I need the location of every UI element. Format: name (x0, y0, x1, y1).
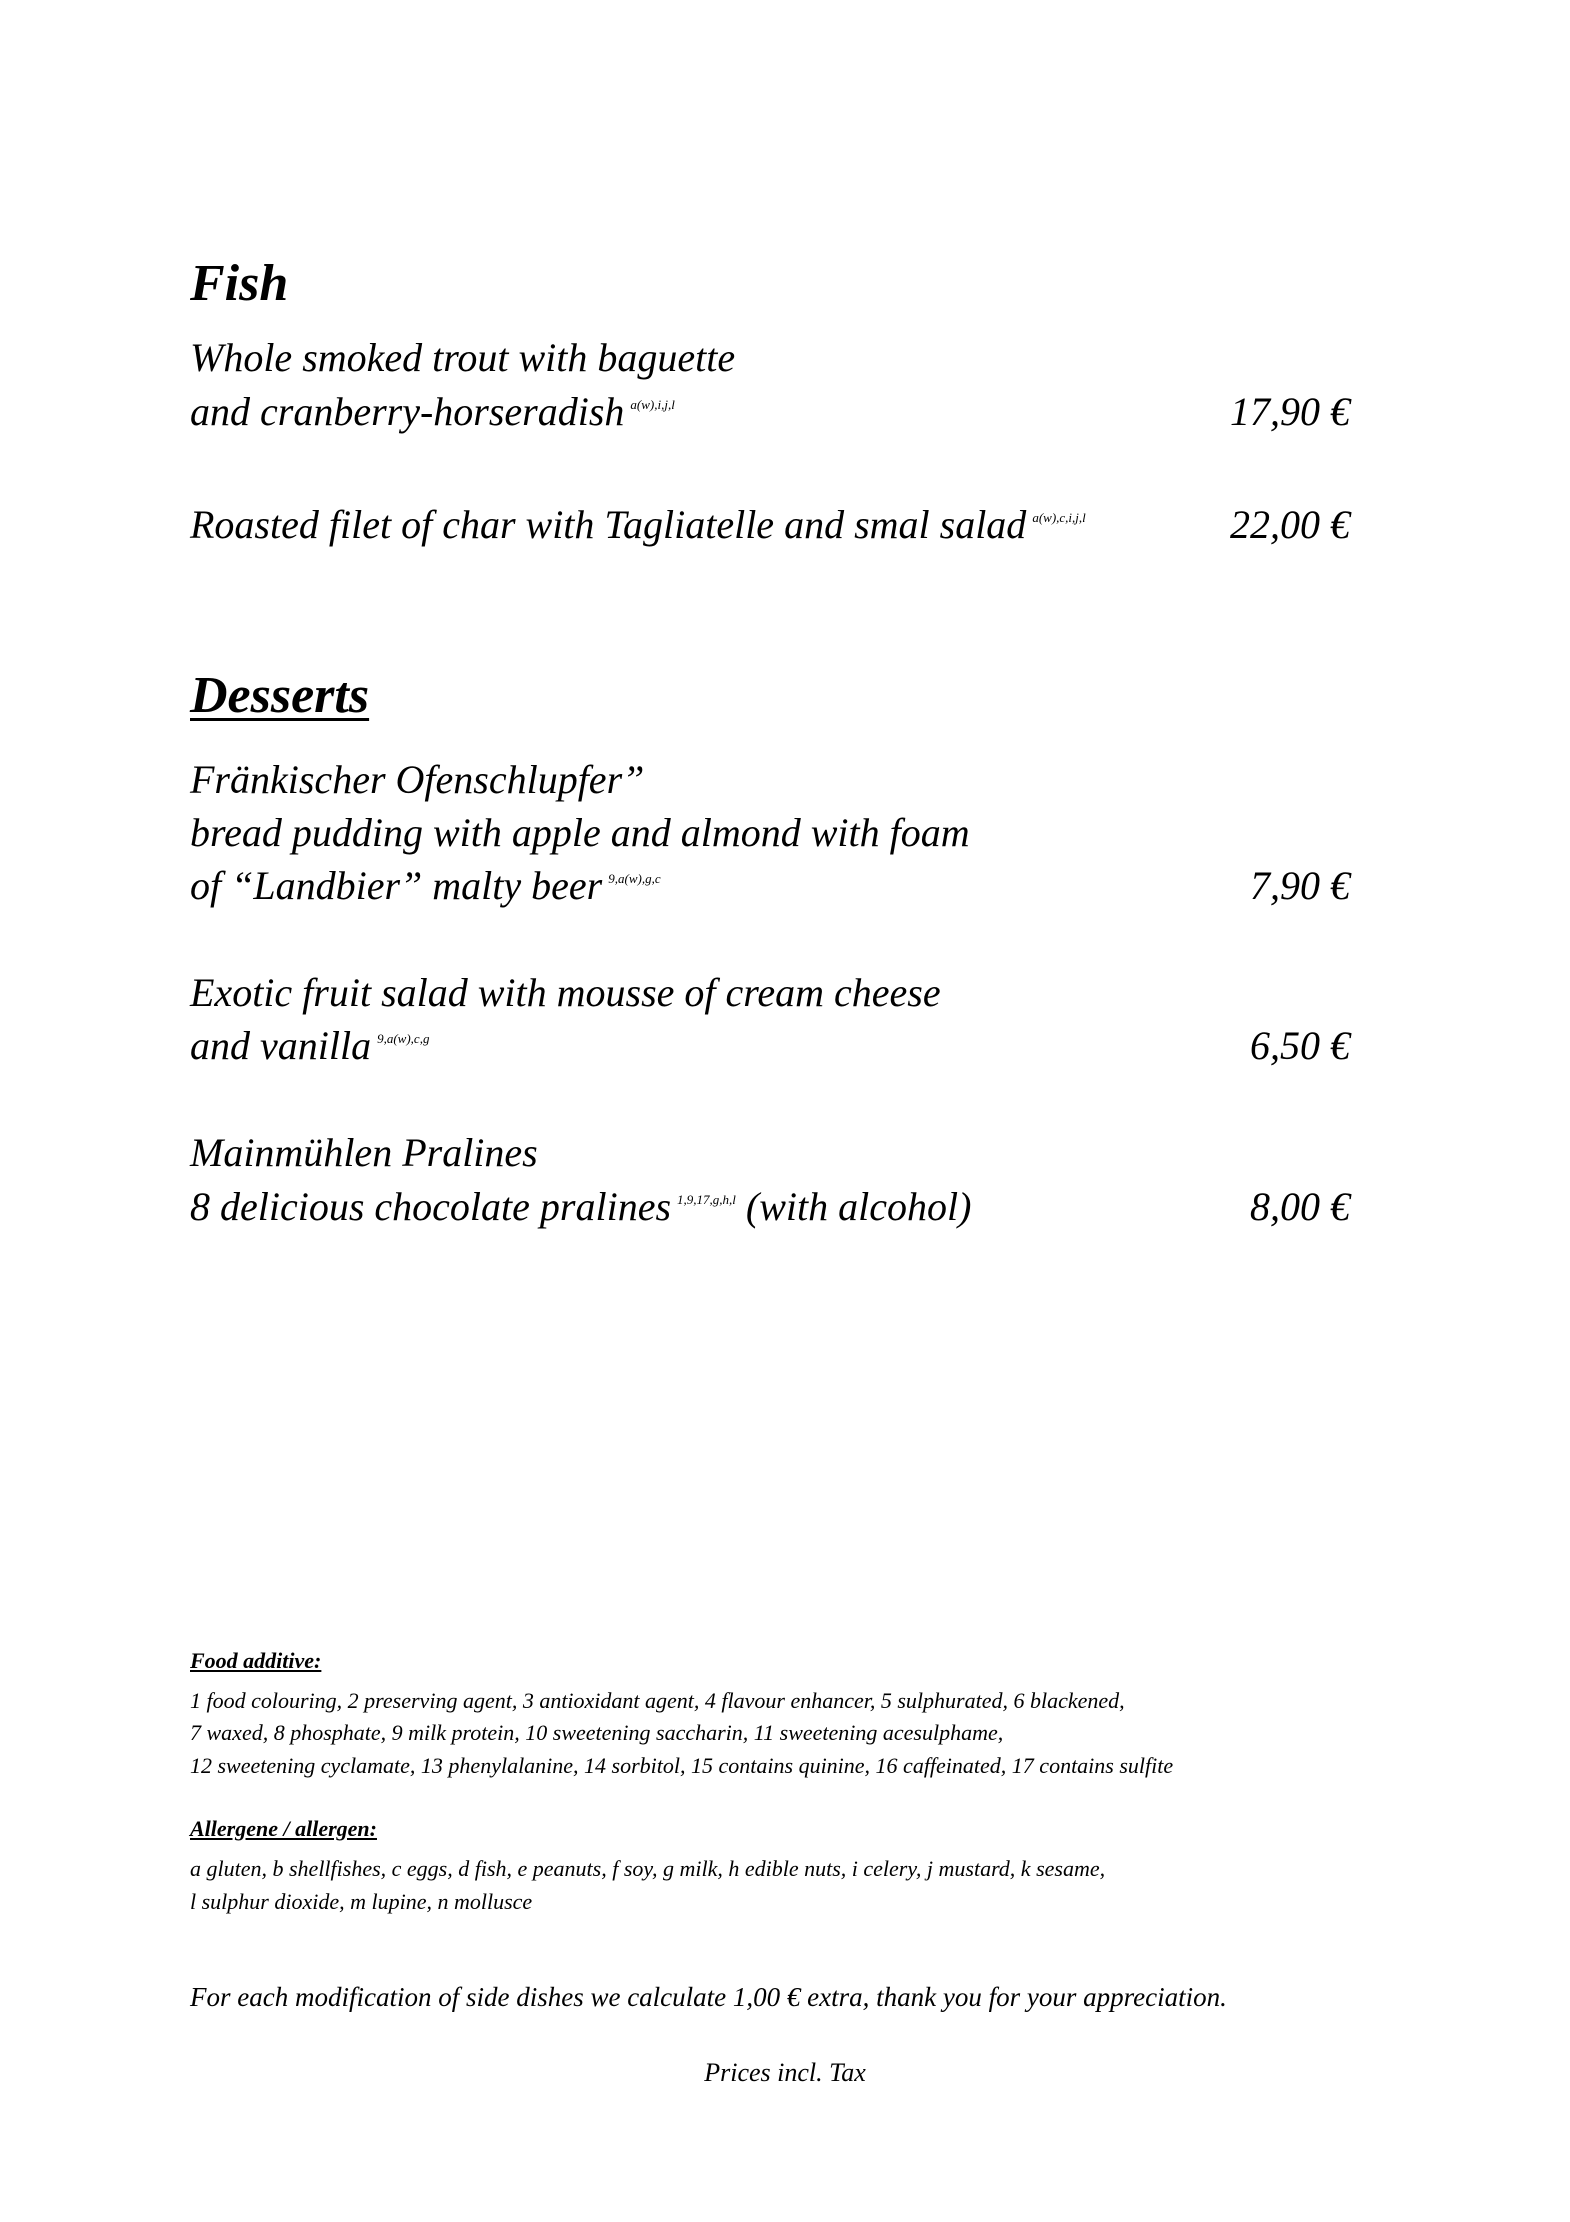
menu-item-description (190, 1023, 430, 1068)
menu-item-description-text: of “Landbier” malty beer (190, 863, 603, 908)
menu-item-description: Whole smoked trout with baguette (190, 335, 736, 380)
menu-item-price: 17,90 € (1230, 389, 1350, 434)
allergen-codes: 1,9,17,g,h,l (677, 1192, 736, 1207)
allergens-line: a gluten, b shellfishes, c eggs, d fish, e peanuts, f soy, g milk, h edible nuts, i celery, j mustard, k sesame, (190, 1856, 1106, 1881)
menu-item-description: Exotic fruit salad with mousse of cream cheese (190, 970, 941, 1015)
allergens-heading: Allergene / allergen: (190, 1816, 377, 1841)
menu-item-description-text: 8 delicious chocolate pralines (190, 1184, 672, 1229)
food-additives-line: 7 waxed, 8 phosphate, 9 milk protein, 10 sweetening saccharin, 11 sweetening acesulphame, (190, 1720, 1004, 1745)
menu-item-description-text: and vanilla (190, 1023, 372, 1068)
food-additives-line: 1 food colouring, 2 preserving agent, 3 antioxidant agent, 4 flavour enhancer, 5 sulphurated, 6 blackened, (190, 1688, 1125, 1713)
menu-item-description: Fränkischer Ofenschlupfer” (190, 757, 645, 802)
allergen-codes: 9,a(w),c,g (377, 1031, 430, 1046)
allergen-codes: a(w),i,j,l (630, 397, 675, 412)
menu-item-description (190, 863, 661, 908)
menu-item-description (190, 389, 675, 434)
side-dish-modification-note: For each modification of side dishes we calculate 1,00 € extra, thank you for your appreciation. (190, 1982, 1227, 2012)
desserts-section-title: Desserts (190, 667, 370, 724)
allergen-codes: 9,a(w),g,c (608, 871, 661, 886)
food-additives-heading: Food additive: (190, 1648, 322, 1673)
menu-item-description: Mainmühlen Pralines (190, 1130, 538, 1175)
menu-item-description (190, 502, 1086, 547)
menu-item-description-text: and cranberry-horseradish (190, 389, 625, 434)
menu-item-description (190, 1184, 972, 1229)
menu-item-price: 8,00 € (1250, 1184, 1350, 1229)
allergens-line: l sulphur dioxide, m lupine, n mollusce (190, 1889, 533, 1914)
prices-tax-note: Prices incl. Tax (704, 2058, 866, 2087)
allergen-codes: a(w),c,i,j,l (1032, 510, 1086, 525)
alcohol-note: (with alcohol) (745, 1184, 972, 1229)
menu-item-description-text: Roasted filet of char with Tagliatelle and smal salad (190, 502, 1027, 547)
menu-item-price: 6,50 € (1250, 1023, 1350, 1068)
food-additives-line: 12 sweetening cyclamate, 13 phenylalanine, 14 sorbitol, 15 contains quinine, 16 caffeinated, 17 contains sulfite (190, 1753, 1174, 1778)
menu-item-price: 7,90 € (1250, 863, 1350, 908)
menu-item-description: bread pudding with apple and almond with foam (190, 810, 970, 855)
menu-item-price: 22,00 € (1230, 502, 1350, 547)
fish-section-title: Fish (190, 255, 289, 312)
